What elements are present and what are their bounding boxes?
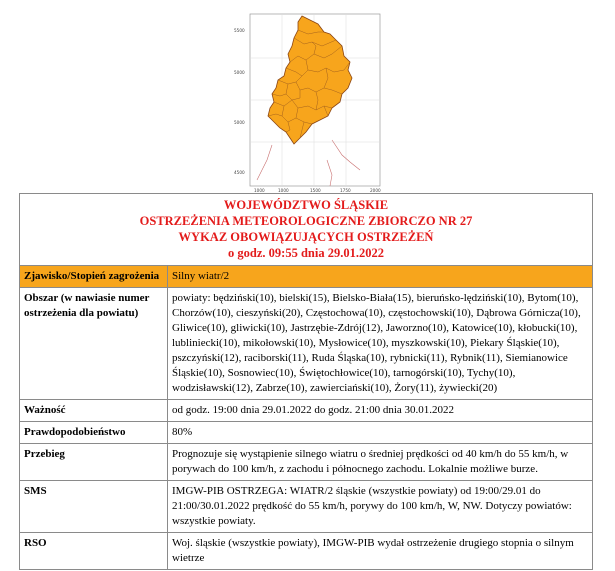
header-title: OSTRZEŻENIA METEOROLOGICZNE ZBIORCZO NR 27 <box>139 214 473 228</box>
row-value: Silny wiatr/2 <box>168 266 593 288</box>
row-prawdopodobienstwo <box>20 422 593 444</box>
row-rso <box>20 533 593 570</box>
row-label: Przebieg <box>20 444 168 481</box>
x-tick-5: 2000 <box>370 188 381 193</box>
row-value: IMGW-PIB OSTRZEGA: WIATR/2 śląskie (wszystkie powiaty) od 19:00/29.01 do 21:00/30.01.2022 prędkość do 55 km/h, porywy do 100 km/h, W, NW. Dotyczy powiatów: wszystkie powiaty. <box>168 481 593 533</box>
y-tick-2: 5000 <box>234 70 245 75</box>
row-label: Obszar (w nawiasie numer ostrzeżenia dla powiatu) <box>20 288 168 400</box>
row-value: Prognozuje się wystąpienie silnego wiatru o średniej prędkości od 40 km/h do 55 km/h, w porywach do 100 km/h, z zachodu i północnego zachodu. Lokalnie możliwe burze. <box>168 444 593 481</box>
warnings-table <box>19 193 593 570</box>
row-label: SMS <box>20 481 168 533</box>
row-value: Woj. śląskie (wszystkie powiaty), IMGW-PIB wydał ostrzeżenie drugiego stopnia o silnym wietrze <box>168 533 593 570</box>
row-obszar <box>20 288 593 400</box>
region-map <box>232 10 387 196</box>
x-tick-3: 1500 <box>310 188 321 193</box>
row-sms <box>20 481 593 533</box>
y-tick-3: 5000 <box>234 120 245 125</box>
header-datetime: o godz. 09:55 dnia 29.01.2022 <box>228 246 384 260</box>
header-region: WOJEWÓDZTWO ŚLĄSKIE <box>223 198 389 212</box>
row-label: RSO <box>20 533 168 570</box>
y-tick-1: 5500 <box>234 28 245 33</box>
x-tick-2: 1000 <box>278 188 289 193</box>
x-tick-4: 1750 <box>340 188 351 193</box>
row-waznosc <box>20 400 593 422</box>
row-label: Ważność <box>20 400 168 422</box>
header-subtitle: WYKAZ OBOWIĄZUJĄCYCH OSTRZEŻEŃ <box>178 230 434 244</box>
row-value: 80% <box>168 422 593 444</box>
row-przebieg <box>20 444 593 481</box>
warnings-header <box>20 194 593 266</box>
row-zjawisko <box>20 266 593 288</box>
row-label: Prawdopodobieństwo <box>20 422 168 444</box>
y-tick-4: 4500 <box>234 170 245 175</box>
x-tick-1: 1000 <box>254 188 265 193</box>
row-value: powiaty: będziński(10), bielski(15), Bielsko-Biała(15), bieruńsko-lędziński(10), Bytom(10), Chorzów(10), cieszyński(20), Częstochowa(10), częstochowski(10), Dąbrowa Górnicza(10), Gliwice(10), gliwicki(10), Jastrzębie-Zdrój(12), Jaworzno(10), Katowice(10), kłobucki(10), lubliniecki(10), mikołowski(10), Mysłowice(10), myszkowski(10), Piekary Śląskie(10), pszczyński(12), raciborski(11), Ruda Śląska(10), rybnicki(11), Rybnik(11), Siemianowice Śląskie(10), Sosnowiec(10), Świętochłowice(10), tarnogórski(10), Tychy(10), wodzisławski(12), Zabrze(10), zawierciański(10), Żory(11), żywiecki(20) <box>168 288 593 400</box>
header-row <box>20 194 593 266</box>
row-value: od godz. 19:00 dnia 29.01.2022 do godz. 21:00 dnia 30.01.2022 <box>168 400 593 422</box>
row-label: Zjawisko/Stopień zagrożenia <box>20 266 168 288</box>
region-map-svg <box>232 10 387 196</box>
